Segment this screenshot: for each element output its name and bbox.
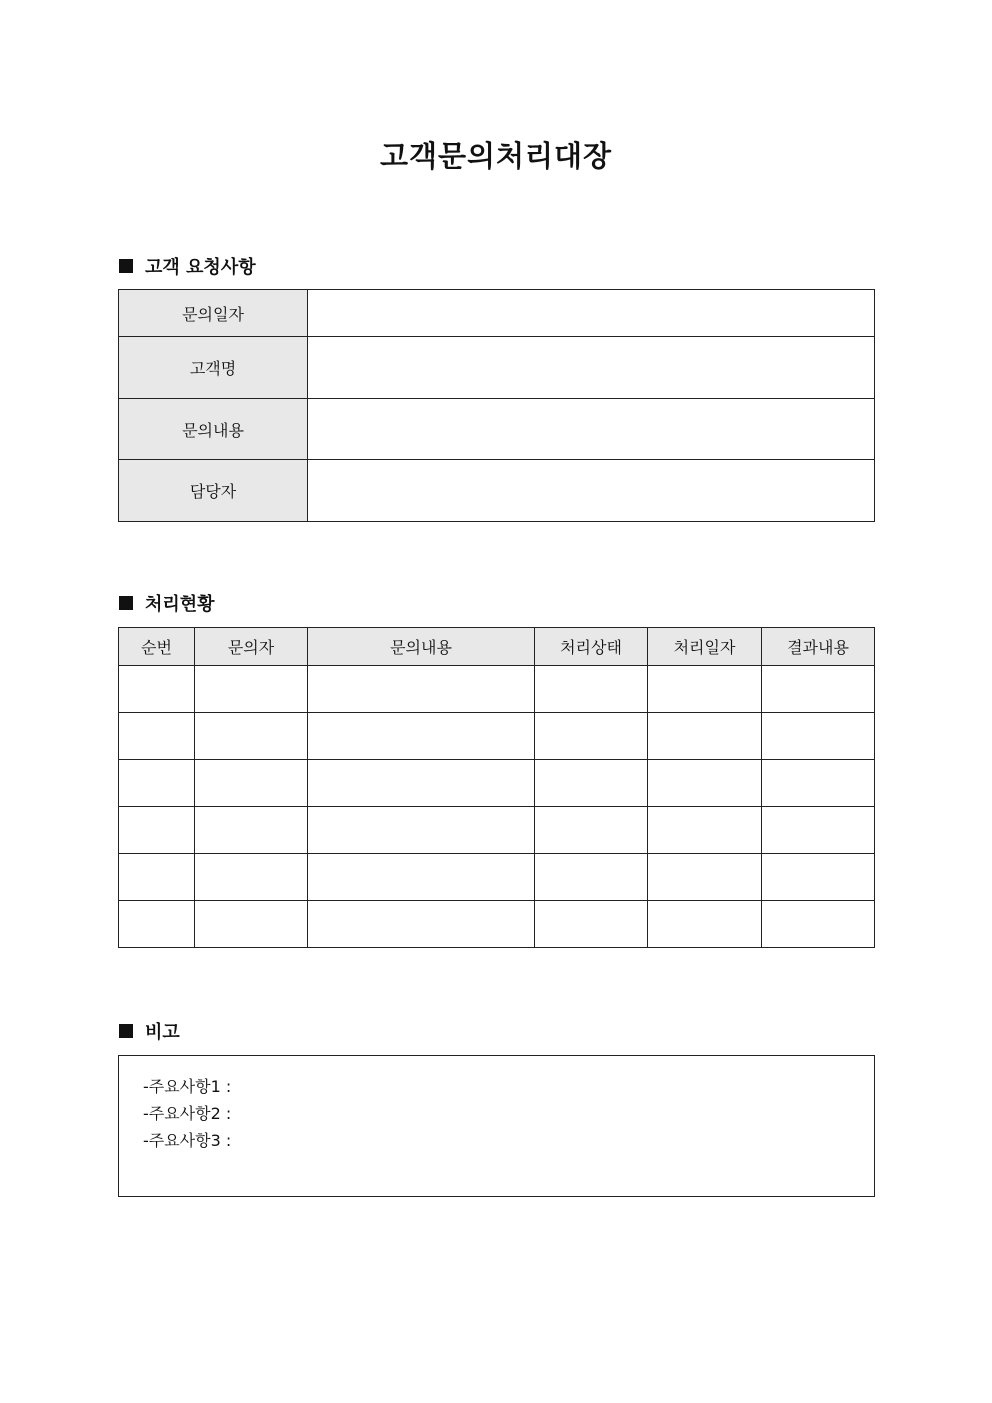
section-heading-request-label: 고객 요청사항 — [145, 257, 256, 278]
row-label-customer-name: 고객명 — [119, 337, 308, 399]
assignee-field[interactable] — [308, 460, 875, 522]
section-heading-status — [119, 590, 215, 616]
table-cell[interactable] — [119, 807, 195, 854]
table-cell[interactable] — [535, 666, 648, 713]
table-row — [119, 666, 875, 713]
remarks-box[interactable] — [118, 1055, 875, 1197]
table-row — [119, 337, 875, 399]
table-cell[interactable] — [762, 901, 875, 948]
table-cell[interactable] — [195, 666, 308, 713]
table-cell[interactable] — [195, 854, 308, 901]
table-cell[interactable] — [535, 807, 648, 854]
table-cell[interactable] — [195, 901, 308, 948]
column-header-processed-date: 처리일자 — [648, 628, 762, 666]
table-cell[interactable] — [535, 901, 648, 948]
table-cell[interactable] — [762, 760, 875, 807]
table-cell[interactable] — [535, 713, 648, 760]
table-cell[interactable] — [308, 901, 535, 948]
inquiry-content-field[interactable] — [308, 399, 875, 460]
table-cell[interactable] — [308, 760, 535, 807]
column-header-inquirer: 문의자 — [195, 628, 308, 666]
table-row — [119, 399, 875, 460]
table-cell[interactable] — [648, 760, 762, 807]
row-label-inquiry-content: 문의내용 — [119, 399, 308, 460]
inquiry-date-field[interactable] — [308, 290, 875, 337]
remarks-line-3: -주요사항3 : — [143, 1131, 232, 1150]
table-row — [119, 901, 875, 948]
table-row — [119, 760, 875, 807]
table-cell[interactable] — [195, 807, 308, 854]
table-cell[interactable] — [195, 760, 308, 807]
section-heading-request — [119, 253, 256, 279]
table-cell[interactable] — [762, 854, 875, 901]
table-cell[interactable] — [535, 854, 648, 901]
remarks-line-1: -주요사항1 : — [143, 1077, 232, 1096]
table-cell[interactable] — [535, 760, 648, 807]
column-header-number: 순번 — [119, 628, 195, 666]
table-cell[interactable] — [119, 854, 195, 901]
row-label-assignee: 담당자 — [119, 460, 308, 522]
table-row — [119, 290, 875, 337]
remarks-line-2: -주요사항2 : — [143, 1104, 232, 1123]
document-title: 고객문의처리대장 — [379, 139, 613, 173]
table-cell[interactable] — [648, 666, 762, 713]
table-cell[interactable] — [648, 854, 762, 901]
customer-request-table — [118, 289, 875, 522]
table-row — [119, 854, 875, 901]
column-header-result: 결과내용 — [762, 628, 875, 666]
column-header-status: 처리상태 — [535, 628, 648, 666]
table-header-row — [119, 628, 875, 666]
table-cell[interactable] — [648, 713, 762, 760]
table-cell[interactable] — [762, 807, 875, 854]
table-cell[interactable] — [119, 901, 195, 948]
section-heading-remarks-label: 비고 — [145, 1022, 180, 1043]
section-heading-remarks — [119, 1018, 180, 1044]
processing-status-table — [118, 627, 875, 948]
section-heading-status-label: 처리현황 — [145, 594, 215, 615]
table-cell[interactable] — [119, 713, 195, 760]
table-row — [119, 713, 875, 760]
square-bullet-icon — [119, 596, 133, 610]
table-row — [119, 807, 875, 854]
square-bullet-icon — [119, 259, 133, 273]
customer-name-field[interactable] — [308, 337, 875, 399]
table-cell[interactable] — [308, 854, 535, 901]
table-cell[interactable] — [119, 666, 195, 713]
column-header-inquiry-content: 문의내용 — [308, 628, 535, 666]
table-cell[interactable] — [308, 807, 535, 854]
table-cell[interactable] — [648, 807, 762, 854]
table-cell[interactable] — [119, 760, 195, 807]
table-cell[interactable] — [308, 713, 535, 760]
table-cell[interactable] — [195, 713, 308, 760]
row-label-inquiry-date: 문의일자 — [119, 290, 308, 337]
table-cell[interactable] — [648, 901, 762, 948]
table-row — [119, 460, 875, 522]
table-cell[interactable] — [762, 666, 875, 713]
table-cell[interactable] — [762, 713, 875, 760]
square-bullet-icon — [119, 1024, 133, 1038]
table-cell[interactable] — [308, 666, 535, 713]
